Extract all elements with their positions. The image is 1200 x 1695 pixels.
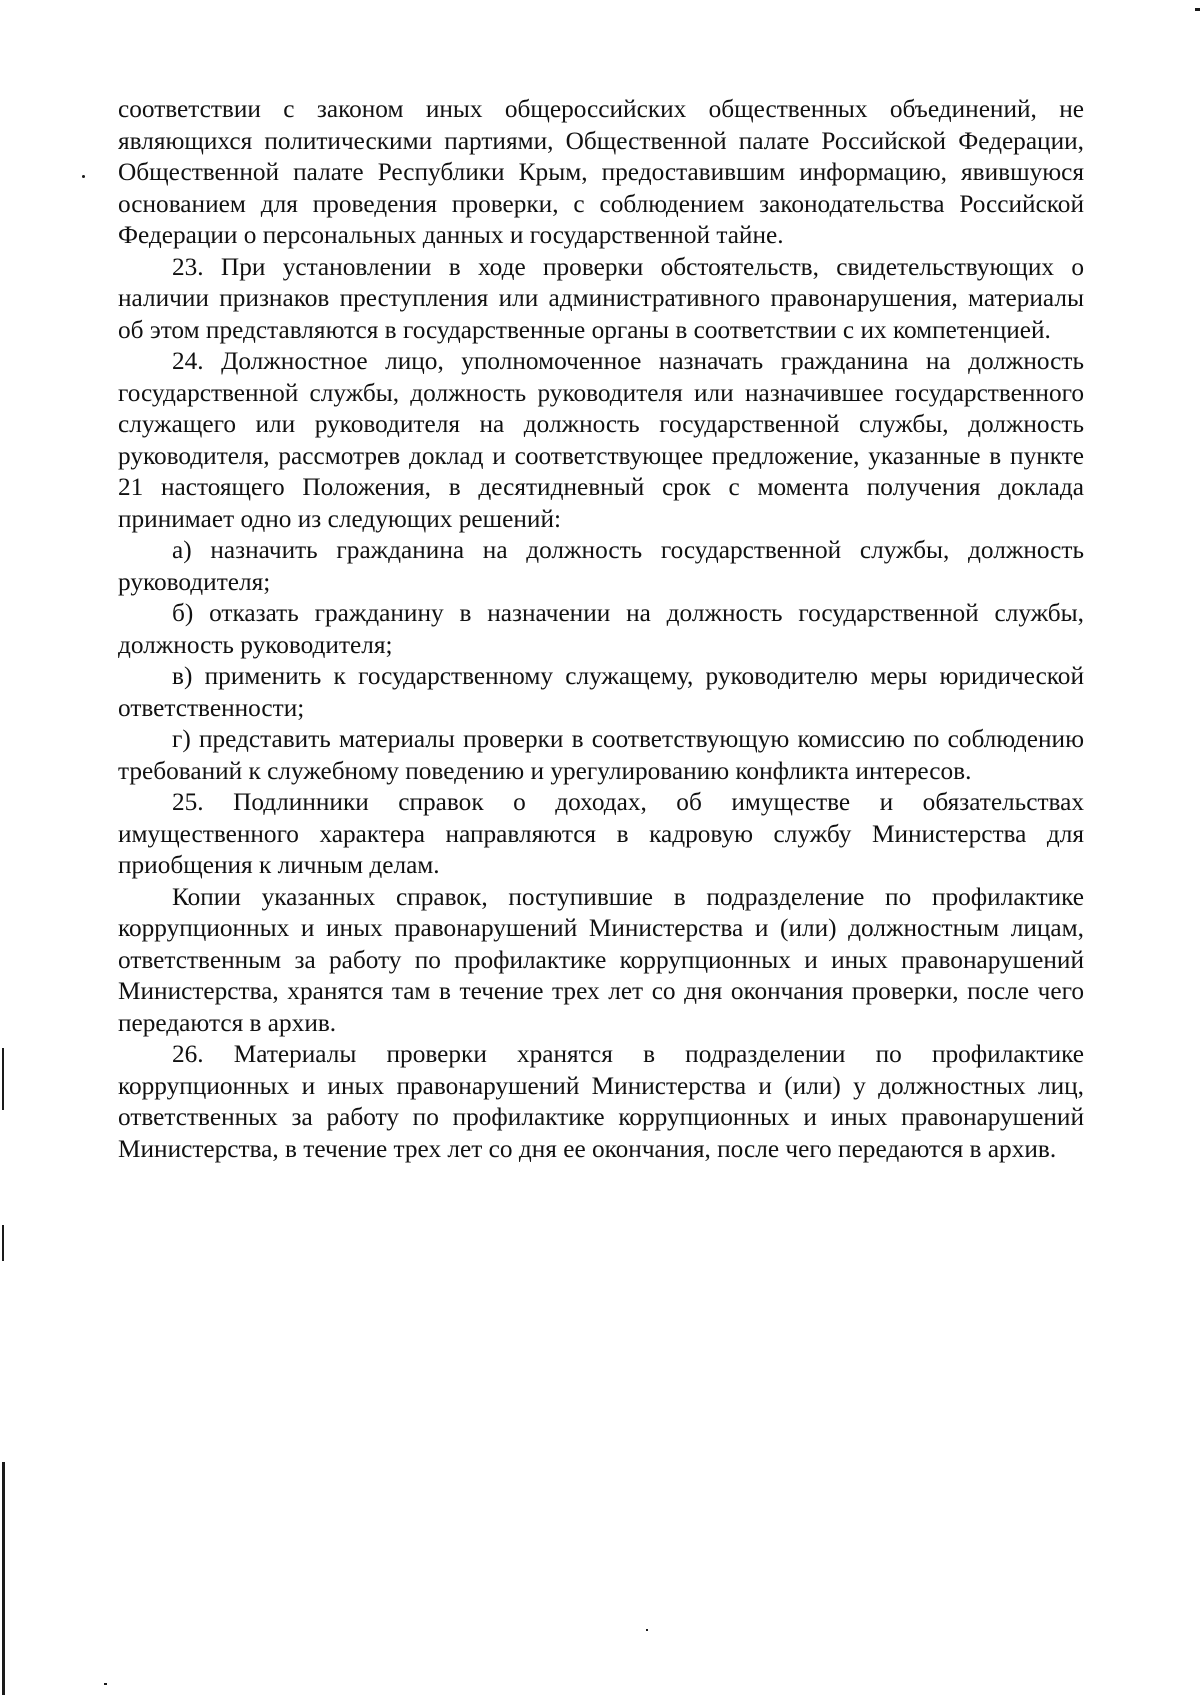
- paragraph-item-25-copies: Копии указанных справок, поступившие в подразделение по профилактике коррупционных и иных правонарушений Министерства и (или) должностным лицам, ответственным за работу по профилактике коррупционных и иных правонарушений Министерства, хранятся там в течение трех лет со дня окончания проверки, после чего передаются в архив.: [118, 882, 1084, 1037]
- scan-artifact-mark: [1195, 8, 1200, 11]
- scan-artifact-speck: [104, 1683, 107, 1685]
- paragraph-item-25: 25. Подлинники справок о доходах, об имуществе и обязательствах имущественного характера направляются в кадровую службу Министерства для приобщения к личным делам.: [118, 788, 1084, 879]
- paragraph-item-24: 24. Должностное лицо, уполномоченное назначать гражданина на должность государственной службы, должность руководителя или назначившее государственного служащего или руководителя на должность государственной службы, должность руководителя, рассмотрев доклад и соответствующее предложение, указанные в пункте 21 настоящего Положения, в десятидневный срок с момента получения доклада принимает одно из следующих решений:: [118, 347, 1084, 533]
- paragraph-subitem-v: в) применить к государственному служащему, руководителю меры юридической ответственности;: [118, 662, 1084, 722]
- scan-artifact-edge-line: [2, 1462, 5, 1695]
- paragraph-subitem-g: г) представить материалы проверки в соответствующую комиссию по соблюдению требований к служебному поведению и урегулированию конфликта интересов.: [118, 725, 1084, 785]
- paragraph-continuation: соответствии с законом иных общероссийских общественных объединений, не являющихся политическими партиями, Общественной палате Российской Федерации, Общественной палате Республики Крым, предоставившим информацию, явившуюся основанием для проведения проверки, с соблюдением законодательства Российской Федерации о персональных данных и государственной тайне.: [118, 95, 1084, 249]
- document-body: [118, 94, 1084, 1165]
- scan-artifact-speck: [646, 1629, 648, 1631]
- paragraph-item-26: 26. Материалы проверки хранятся в подразделении по профилактике коррупционных и иных правонарушений Министерства и (или) у должностных лиц, ответственных за работу по профилактике коррупционных и иных правонарушений Министерства, в течение трех лет со дня ее окончания, после чего передаются в архив.: [118, 1040, 1084, 1163]
- paragraph-item-23: 23. При установлении в ходе проверки обстоятельств, свидетельствующих о наличии признаков преступления или административного правонарушения, материалы об этом представляются в государственные органы в соответствии с их компетенцией.: [118, 252, 1084, 344]
- scan-artifact-edge-line: [2, 1225, 4, 1261]
- paragraph-subitem-b: б) отказать гражданину в назначении на должность государственной службы, должность руководителя;: [118, 599, 1084, 659]
- scan-artifact-dot: [82, 175, 85, 178]
- scan-artifact-edge-line: [2, 1048, 4, 1110]
- paragraph-subitem-a: а) назначить гражданина на должность государственной службы, должность руководителя;: [118, 536, 1084, 596]
